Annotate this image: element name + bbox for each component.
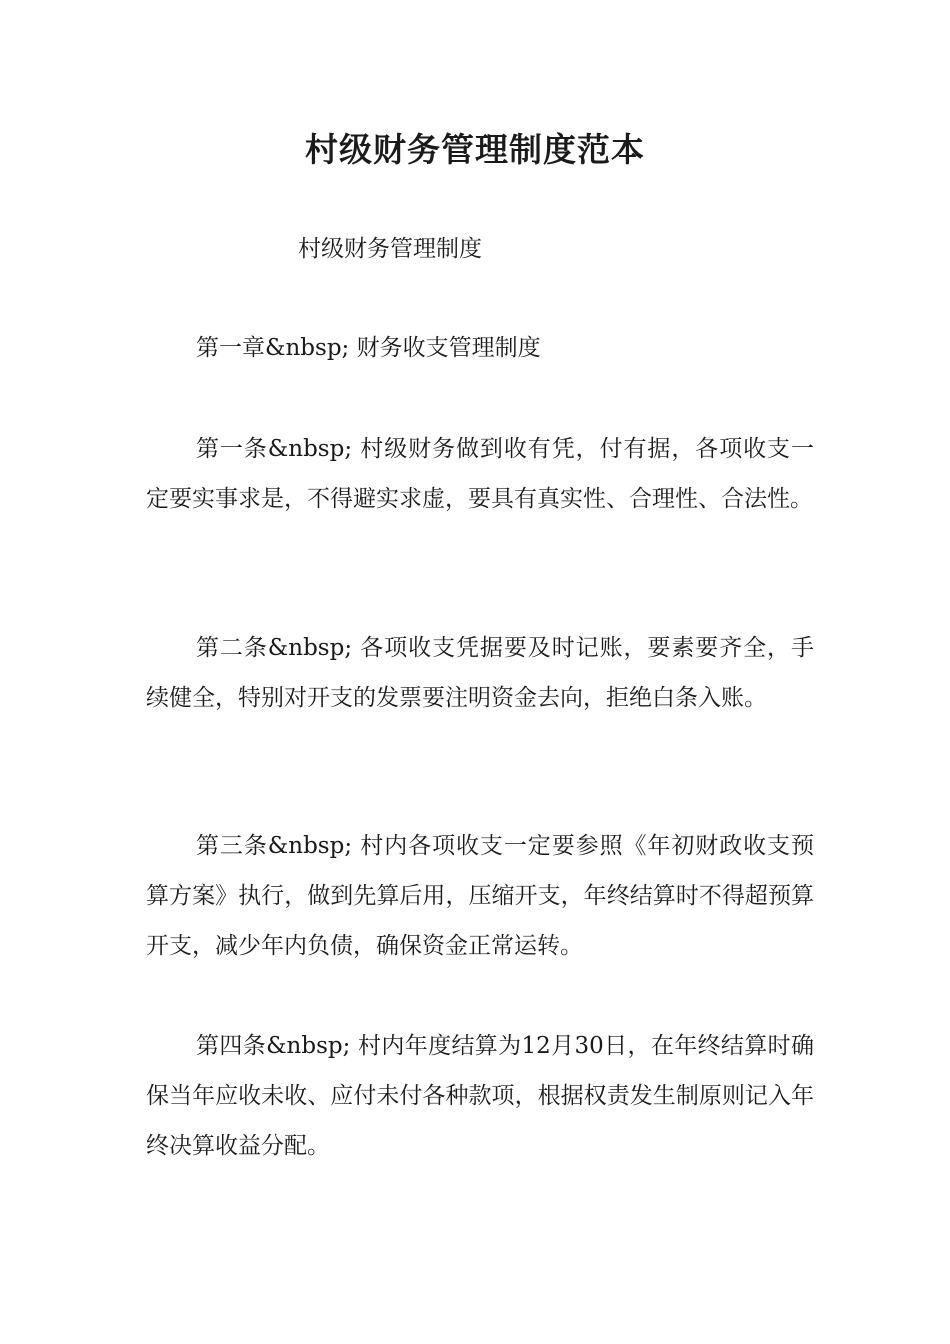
document-subtitle: 村级财务管理制度 (298, 236, 482, 262)
article-paragraph: 第三条&nbsp; 村内各项收支一定要参照《年初财政收支预算方案》执行，做到先算后用，压缩开支，年终结算时不得超预算开支，减少年内负债，确保资金正常运转。 (146, 833, 814, 959)
article-paragraph: 第一条&nbsp; 村级财务做到收有凭，付有据，各项收支一定要实事求是，不得避实求虚，要具有真实性、合理性、合法性。 (146, 436, 814, 512)
article-paragraph: 第四条&nbsp; 村内年度结算为12月30日，在年终结算时确保当年应收未收、应付未付各种款项，根据权责发生制原则记入年终决算收益分配。 (146, 1033, 814, 1159)
chapter-heading: 第一章&nbsp; 财务收支管理制度 (196, 335, 541, 361)
article-paragraph: 第二条&nbsp; 各项收支凭据要及时记账，要素要齐全，手续健全，特别对开支的发票要注明资金去向，拒绝白条入账。 (146, 635, 814, 711)
document-title: 村级财务管理制度范本 (305, 130, 645, 169)
